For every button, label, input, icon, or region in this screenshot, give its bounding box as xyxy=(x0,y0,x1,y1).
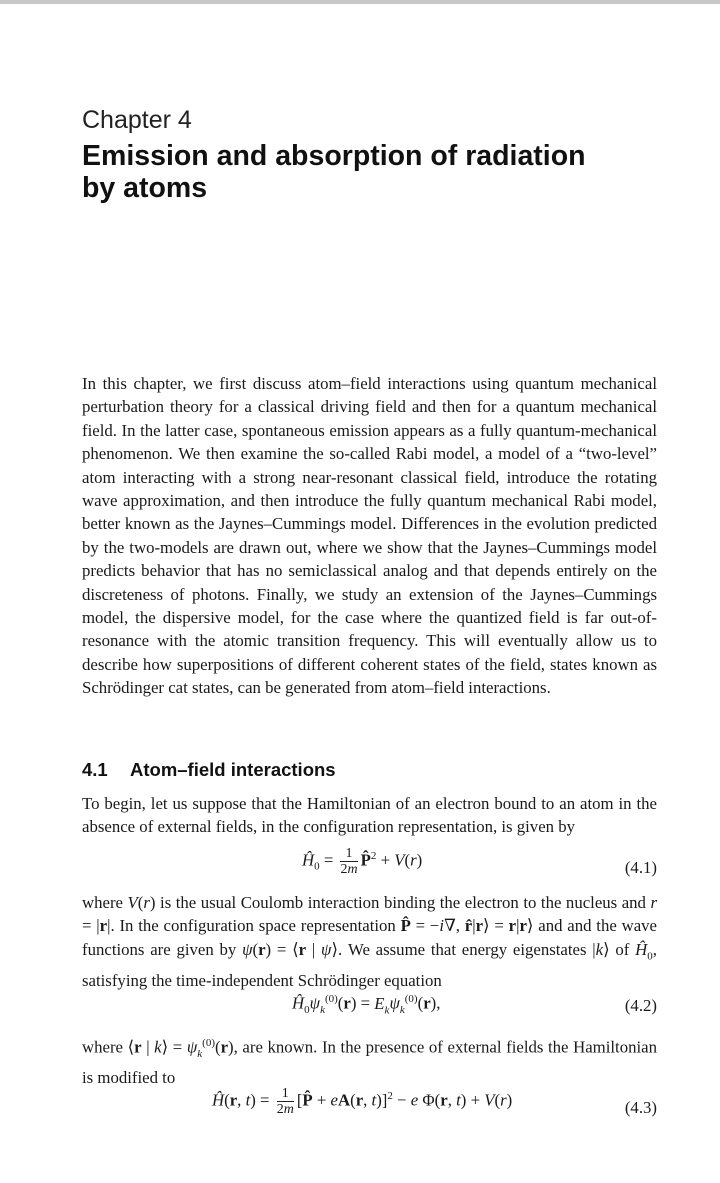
chapter-abstract: In this chapter, we first discuss atom–field interactions using quantum mechanical perturbation theory for a classical driving field and then for a quantum mechanical field. In the latter case, spontaneous emission appears as a fully quantum-mechanical phenomenon. We then examine the so-called Rabi model, a model of a “two-level” atom interacting with a strong near-resonant classical field, introduce the rotating wave approximation, and then introduce the fully quantum mechanical Rabi model, better known as the Jaynes–Cummings model. Differences in the evolution predicted by the two-models are drawn out, where we show that the Jaynes–Cummings model predicts behavior that has no semiclassical analog and that depends entirely on the discreteness of photons. Finally, we study an extension of the Jaynes–Cummings model, the dispersive model, for the case where the quantized field is far out-of-resonance with the atomic transition frequency. This will eventually allow us to describe how superpositions of different coherent states of the field, states known as Schrödinger cat states, can be generated from atom–field interactions. xyxy=(82,374,657,698)
section-title: Atom–field interactions xyxy=(130,759,336,780)
top-rule xyxy=(0,0,720,4)
chapter-label: Chapter 4 xyxy=(82,106,192,134)
chapter-title xyxy=(82,140,642,204)
equation-4-3 xyxy=(82,1086,657,1126)
paragraph-coulomb: where V(r) is the usual Coulomb interaction binding the electron to the nucleus and r = |r|. In the configuration space representation P̂ = −i∇, r̂|r⟩ = r|r⟩ and and the wave functions are given by ψ(r) = ⟨r | ψ⟩. We assume that energy eigenstates |k⟩ of $Ĥ_0$, satisfying the time-independent Schrödinger equation xyxy=(82,893,657,990)
equation-4-2-number: (4.2) xyxy=(624,996,657,1015)
equation-4-1-number: (4.1) xyxy=(624,858,657,877)
chapter-title-line1: Emission and absorption of radiation xyxy=(82,140,586,172)
section-heading xyxy=(82,759,336,781)
equation-4-2-body: $Ĥ_0\psi_k^{(0)}(r) = E_k\psi_k^{(0)}(r)$, xyxy=(292,993,441,1016)
equation-4-1-body: $Ĥ_0$ = $\frac{1}{2m}$ P̂$^2$ + V(r) xyxy=(302,846,423,877)
paragraph-external-fields: where ⟨r | k⟩ = $\psi_k^{(0)}(r)$, are known. In the presence of external fields the Hamiltonian is modified to xyxy=(82,1037,657,1088)
chapter-title-line2: by atoms xyxy=(82,172,208,204)
equation-4-1 xyxy=(82,846,657,886)
paragraph-intro: To begin, let us suppose that the Hamiltonian of an electron bound to an atom in the absence of external fields, in the configuration representation, is given by xyxy=(82,794,657,837)
equation-4-3-body: Ĥ(r, t) = $\frac{1}{2m}$ [P̂ + eA(r, t)]$^2$ − e Φ(r, t) + V(r) xyxy=(212,1086,513,1117)
equation-4-2 xyxy=(82,993,657,1033)
section-number: 4.1 xyxy=(82,759,108,780)
equation-4-3-number: (4.3) xyxy=(624,1098,657,1117)
